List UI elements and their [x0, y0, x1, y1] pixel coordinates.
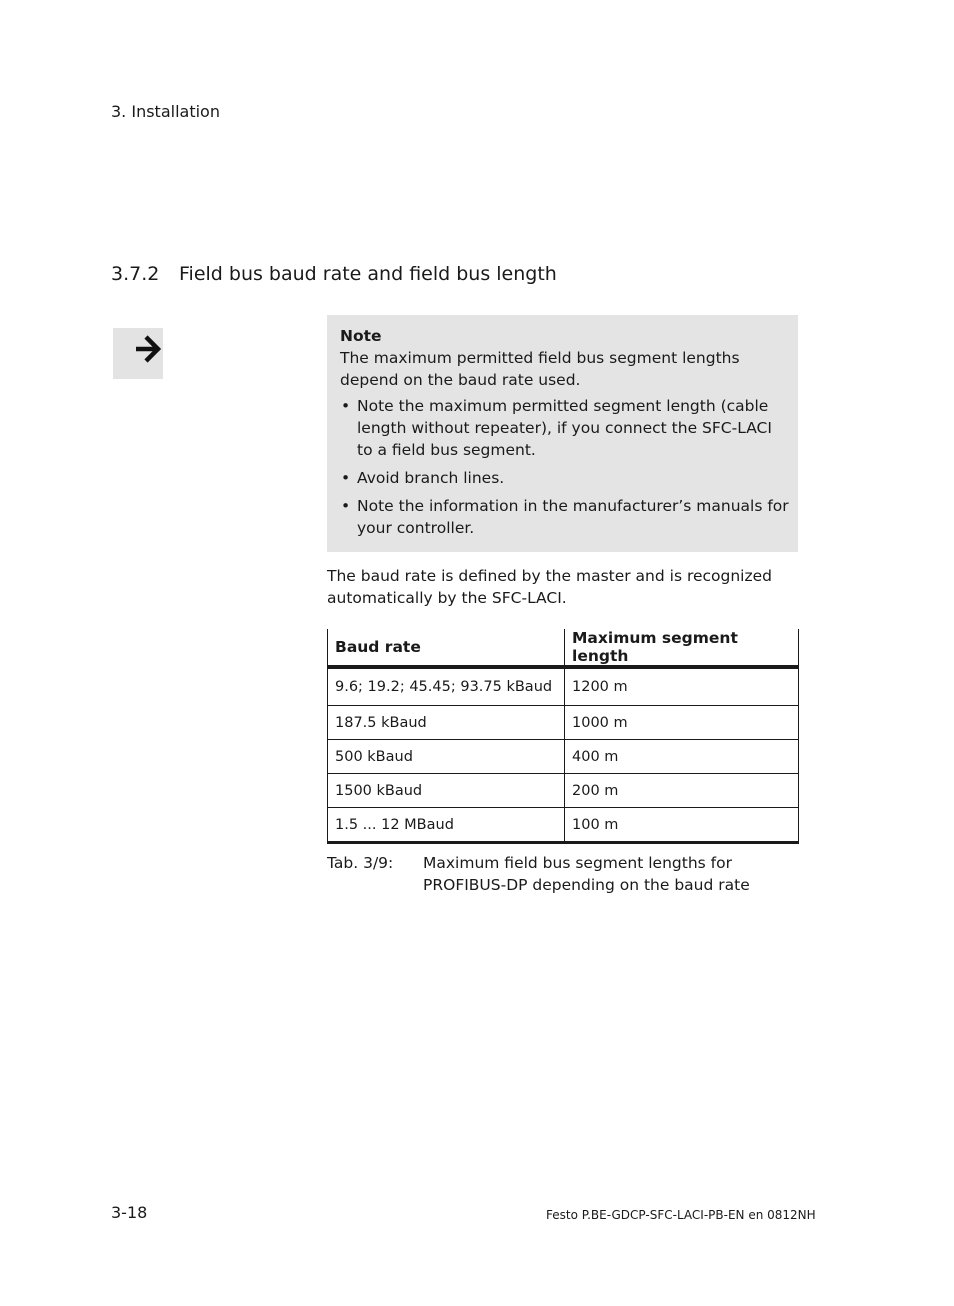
segment-length-cell: 1000 m — [565, 706, 799, 740]
column-header-baud-rate: Baud rate — [328, 629, 565, 667]
section-heading — [111, 263, 557, 285]
baud-rate-cell: 187.5 kBaud — [328, 706, 565, 740]
caption-text: Maximum field bus segment lengths for PROFIBUS-DP depending on the baud rate — [423, 854, 750, 894]
note-bullet: • Note the information in the manufacturer’s manuals for your controller. — [340, 495, 790, 539]
table-row — [328, 774, 799, 808]
table-row — [328, 667, 799, 706]
section-number: 3.7.2 — [111, 263, 160, 285]
baud-rate-cell: 500 kBaud — [328, 740, 565, 774]
table-row — [328, 706, 799, 740]
running-head: 3. Installation — [111, 102, 220, 121]
note-bullet: • Note the maximum permitted segment length (cable length without repeater), if you connect the SFC-LACI to a field bus segment. — [340, 395, 790, 461]
segment-length-cell: 400 m — [565, 740, 799, 774]
table-row — [328, 740, 799, 774]
baud-rate-cell: 1500 kBaud — [328, 774, 565, 808]
document-reference: Festo P.BE-GDCP-SFC-LACI-PB-EN en 0812NH — [546, 1208, 816, 1222]
section-title: Field bus baud rate and field bus length — [179, 263, 557, 285]
arrow-right-icon — [135, 334, 161, 364]
baud-rate-cell: 9.6; 19.2; 45.45; 93.75 kBaud — [328, 667, 565, 706]
table-header-row — [328, 629, 799, 667]
note-bullet: • Avoid branch lines. — [340, 467, 790, 489]
baud-rate-table — [327, 629, 799, 844]
segment-length-cell: 100 m — [565, 808, 799, 843]
note-box — [327, 315, 798, 552]
baud-rate-cell: 1.5 ... 12 MBaud — [328, 808, 565, 843]
note-bullet-list — [340, 395, 790, 539]
caption-label: Tab. 3/9: — [327, 854, 394, 872]
segment-length-cell: 200 m — [565, 774, 799, 808]
column-header-max-segment-length: Maximum segment length — [565, 629, 799, 667]
note-body: The maximum permitted field bus segment lengths depend on the baud rate used. — [340, 349, 740, 389]
intro-paragraph: The baud rate is defined by the master and is recognized automatically by the SFC-LACI. — [327, 567, 773, 607]
note-heading: Note — [340, 327, 382, 345]
table-row — [328, 808, 799, 843]
segment-length-cell: 1200 m — [565, 667, 799, 706]
page-number: 3-18 — [111, 1203, 148, 1222]
note-icon-box — [113, 328, 163, 379]
